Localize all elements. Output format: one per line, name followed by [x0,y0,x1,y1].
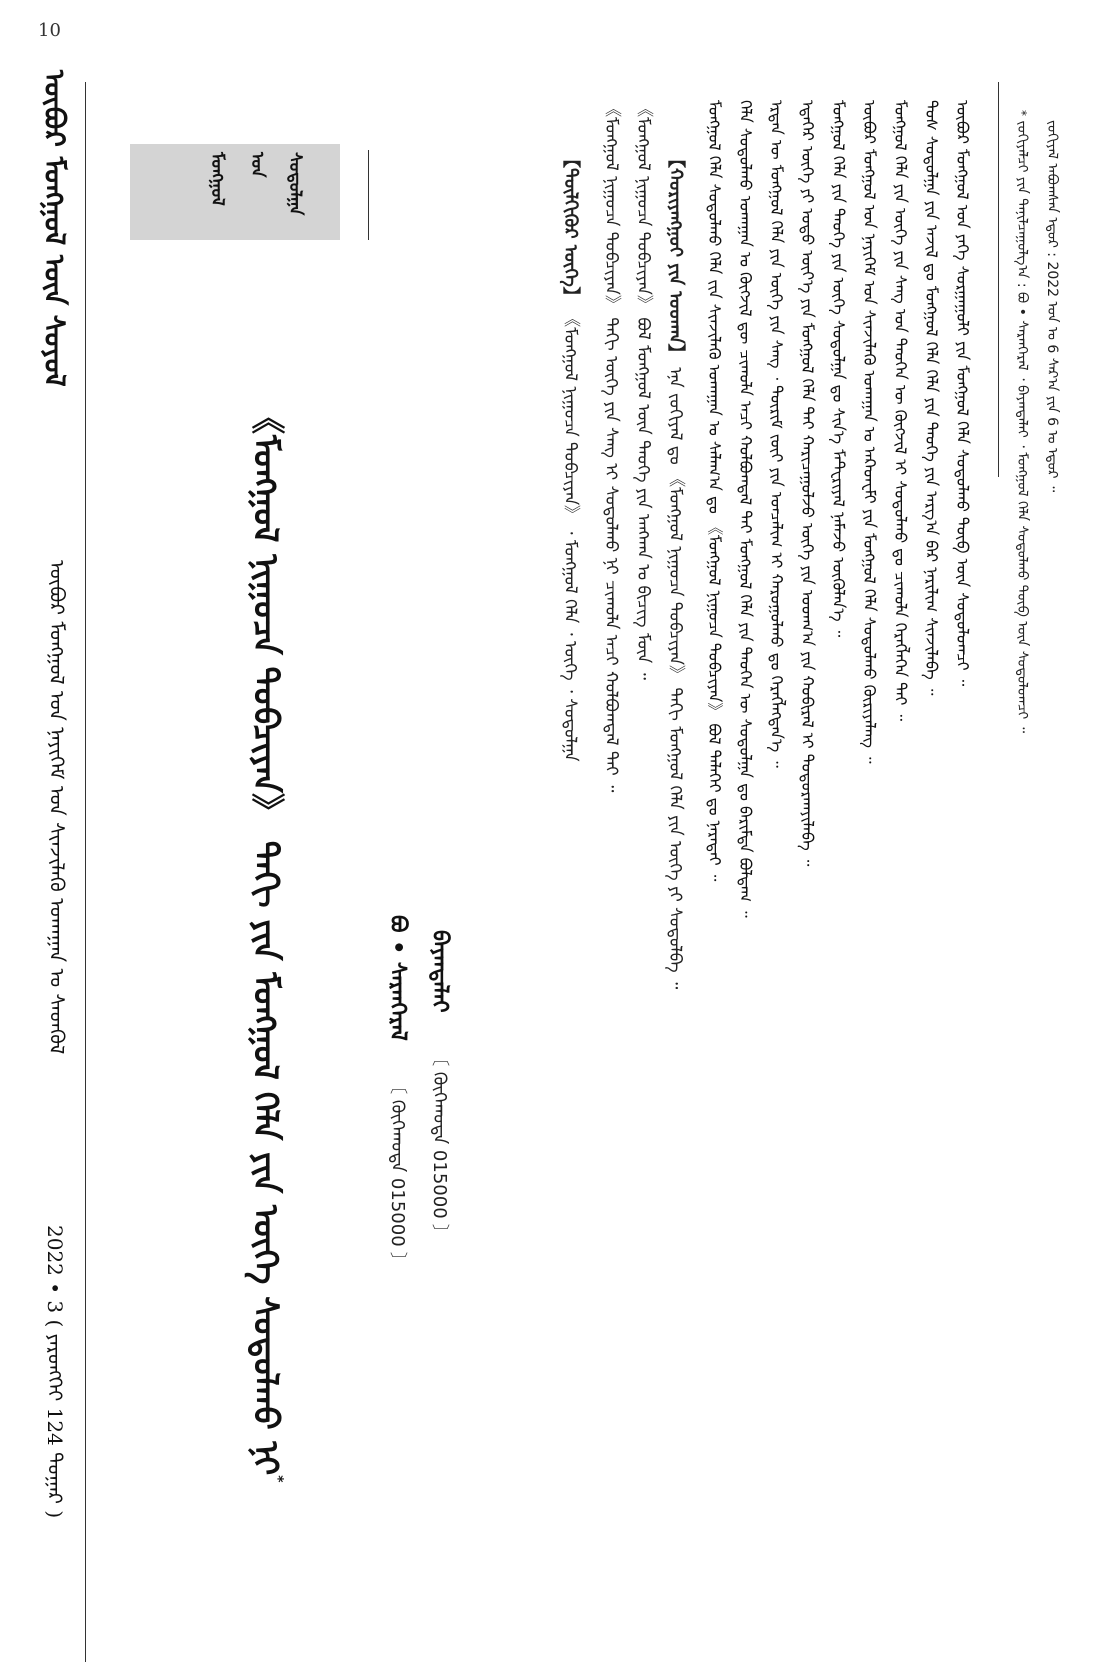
footnote-rule [998,82,999,477]
journal-subtitle: ᠥᠪᠥᠷ ᠮᠣᠩᠭᠣᠯ ᠤᠨ ᠨᠡᠶᠢᠭᠡᠮ ᠤᠨ ᠰᠢᠨᠵᠢᠯᠡᠬᠦ ᠤᠬᠠᠭᠠᠨ ᠤ ᠰᠡᠳᠬᠦᠯ [45,560,69,1055]
body-line-1: ᠮᠣᠩᠭᠣᠯ ᠬᠡᠯᠡ ᠰᠤᠳᠤᠯᠬᠤ ᠬᠡᠯᠡ ᠵᠢᠨ ᠰᠢᠨᠵᠢᠯᠡᠬᠦ ᠤᠬᠠᠭᠠᠨ ᠤ ᠰᠠᠯᠠᠭ᠎ᠠ ᠳᠤ 《ᠮᠣᠩᠭᠣᠯ ᠨᠢᠭᠤᠴᠠ ᠲᠣᠪᠴᠢᠶᠠᠨ》 ᠪᠣᠯ ᠳᠡᠯᠡᠬᠡᠢ ᠳᠤ ᠨᠡᠷᠡᠲᠡᠢ ᠃ [705,100,724,882]
author-2-name: ᠪᠣ • ᠰᠠᠷᠠᠨᠭᠡᠷᠡᠯ [385,915,410,1041]
keywords-text: 《ᠮᠣᠩᠭᠣᠯ ᠨᠢᠭᠤᠴᠠ ᠲᠣᠪᠴᠢᠶᠠᠨ》 ᠂ ᠮᠣᠩᠭᠣᠯ ᠬᠡᠯᠡ ᠂ ᠦᠭᠡ ᠂ ᠰᠤᠳᠤᠯᠭᠠ [560,310,580,762]
abstract-line-3: 《ᠮᠣᠩᠭᠣᠯ ᠨᠢᠭᠤᠴᠠ ᠲᠣᠪᠴᠢᠶᠠᠨ》 ᠳᠡᠬᠢ ᠦᠭᠡ ᠶᠢᠨ ᠰᠠᠩ ᠢ ᠰᠤᠳᠤᠯᠬᠤ ᠨᠢ ᠴᠢᠬᠤᠯᠠ ᠠᠴᠢ ᠬᠣᠯᠪᠣᠭᠳᠠᠯ ᠲᠠᠢ ᠃ [601,100,621,793]
abstract-heading: 【ᠬᠤᠷᠢᠶᠠᠩᠭᠤᠢ ᠶᠢᠨ ᠤᠳᠬᠠ】 [665,150,686,362]
body-line-4: ᠡᠳᠡᠭᠡᠷ ᠦᠭᠡ ᠶᠢ ᠣᠳᠣ ᠦᠶ᠎ᠡ ᠶᠢᠨ ᠮᠣᠩᠭᠣᠯ ᠬᠡᠯᠡ ᠲᠡᠢ ᠬᠠᠷᠢᠴᠠᠭᠤᠯᠵᠤ ᠦᠭᠡ ᠶᠢᠨ ᠤᠳᠬ᠎ᠠ ᠶᠢᠨ ᠬᠤᠪᠢᠷᠠᠯ ᠢ ᠲᠣᠳᠣᠷᠬᠠᠶᠢᠯᠠᠪᠠ ᠃ [798,100,817,867]
author-2-place: 〔 ᠬᠥᠬᠡᠬᠣᠲᠠ 015000 〕 [387,1075,408,1271]
section-box [130,144,340,240]
section-rule [368,150,369,240]
body-line-7: ᠮᠣᠩᠭᠣᠯ ᠬᠡᠯᠡ ᠶᠢᠨ ᠦᠭᠡ ᠶᠢᠨ ᠰᠠᠩ ᠤᠨ ᠲᠡᠦᠬᠡᠨ ᠦ ᠬᠥᠭᠵᠢᠯ ᠢ ᠰᠤᠳᠤᠯᠬᠤ ᠳᠤ ᠴᠢᠬᠤᠯᠠ ᠬᠡᠷᠡᠭᠯᠡᠭᠡᠨ ᠲᠠᠢ ᠃ [891,100,910,722]
author-2 [378,915,416,1270]
abstract-line-2: 《ᠮᠣᠩᠭᠣᠯ ᠨᠢᠭᠤᠴᠠ ᠲᠣᠪᠴᠢᠶᠠᠨ》 ᠪᠣᠯ ᠮᠣᠩᠭᠣᠯ ᠦᠨ ᠲᠡᠦᠬᠡ ᠶᠢᠨ ᠠᠩᠬᠠᠨ ᠤ ᠪᠢᠴᠢᠭ ᠮᠥᠨ ᠃ [633,100,653,680]
footnote-line-2: ᠵᠣᠬᠢᠶᠠᠯ ᠠᠪᠤᠭᠰᠠᠨ ᠡᠳᠦᠷ : 2022 ᠣᠨ ᠤ 6 ᠰᠠᠷ᠎ᠠ ᠶᠢᠨ 6 ᠤ ᠡᠳᠦᠷ ᠃ [1044,120,1060,493]
body-line-6: ᠥᠪᠥᠷ ᠮᠣᠩᠭᠣᠯ ᠤᠨ ᠨᠡᠶᠢᠭᠡᠮ ᠤᠨ ᠰᠢᠨᠵᠢᠯᠡᠬᠦ ᠤᠬᠠᠭᠠᠨ ᠤ ᠠᠺᠠᠳᠸᠮᠢ ᠶᠢᠨ ᠮᠣᠩᠭᠣᠯ ᠬᠡᠯᠡ ᠰᠤᠳᠤᠯᠬᠤ ᠬᠦᠷᠢᠶᠡᠯᠡᠩ ᠃ [860,100,879,764]
article-title-text: 《ᠮᠣᠩᠭᠣᠯ ᠨᠢᠭᠤᠴᠠ ᠲᠣᠪᠴᠢᠶᠠᠨ》 ᠳᠡᠬᠢ ᠶᠢᠨ ᠮᠣᠩᠭᠣᠯ ᠬᠡᠯᠡ ᠶᠢᠨ ᠦᠭᠡ ᠰᠤᠳᠤᠯᠬᠤ ᠨᠢ [245,400,285,1476]
section-label-1: ᠮᠣᠩᠭᠣᠯ [207,152,227,206]
author-1-name: ᠪᠠᠶᠠᠨᠳᠠᠯᠠᠢ [427,930,452,1013]
header-rule [85,82,86,1662]
section-label-3: ᠰᠤᠳᠤᠯᠭᠠ [285,152,305,216]
body-line-3: ᠡᠷᠲᠡᠨ ᠦ ᠮᠣᠩᠭᠣᠯ ᠬᠡᠯᠡ ᠶᠢᠨ ᠦᠭᠡ ᠶᠢᠨ ᠰᠠᠩ ᠂ ᠳᠦᠷᠢᠮ ᠵᠦᠢ ᠶᠢᠨ ᠣᠨᠴᠠᠯᠢᠭ ᠢ ᠬᠠᠷᠤᠭᠤᠯᠬᠤ ᠳᠤ ᠬᠡᠷᠡᠭᠯᠡᠭᠳᠡᠨ᠎ᠡ ᠃ [767,100,786,768]
section-label-2: ᠤᠨ [247,152,267,178]
body-line-5: ᠮᠣᠩᠭᠣᠯ ᠬᠡᠯᠡ ᠶᠢᠨ ᠲᠡᠦᠬᠡ ᠶᠢᠨ ᠦᠭᠡ ᠰᠤᠳᠤᠯᠭᠠ ᠳᠤ ᠰᠢᠨ᠎ᠡ ᠮᠠᠲᠸᠷᠢᠶᠠᠯ ᠨᠡᠮᠡᠵᠦ ᠥᠭᠦᠯᠡᠨ᠎ᠡ ᠃ [829,100,848,638]
body-line-8: ᠲᠤᠰ ᠰᠤᠳᠤᠯᠭᠠ ᠶᠢᠨ ᠠᠵᠢᠯ ᠳᠤ ᠮᠣᠩᠭᠣᠯ ᠬᠡᠯᠡ ᠬᠡᠯᠡ ᠶᠢᠨ ᠲᠡᠦᠬᠡ ᠶᠢᠨ ᠠᠷᠭ᠎ᠠ ᠪᠠᠷ ᠨᠠᠷᠢᠯᠢᠭ ᠰᠢᠨᠵᠢᠯᠡᠪᠡ ᠃ [922,100,941,696]
footnote-line-1 [1010,110,1034,733]
title-footnote-mark: * [269,1475,286,1483]
author-1 [420,930,458,1242]
keywords-heading: 【ᠲᠦᠯᠬᠢᠭᠦᠷ ᠦᠭᠡ】 [560,150,581,305]
page-number: 10 [38,20,61,41]
journal-issue: 2022 • 3 ( ᠶᠡᠷᠦᠩᠬᠡᠢ 124 ᠳᠤᠭᠠᠷ ) [43,1225,67,1519]
article-title [235,400,295,1483]
abstract-line-1 [660,150,691,989]
author-1-place: 〔 ᠬᠥᠬᠡᠬᠣᠲᠠ 015000 〕 [429,1047,450,1243]
journal-name: ᠥᠪᠥᠷ ᠮᠣᠩᠭᠣᠯ ᠦᠨ ᠰᠣᠶᠣᠯ [38,70,71,387]
body-line-2: ᠬᠡᠯᠡ ᠰᠤᠳᠤᠯᠬᠤ ᠤᠬᠠᠭᠠᠨ ᠤ ᠬᠥᠭᠵᠢᠯ ᠳᠦ ᠴᠢᠬᠤᠯᠠ ᠠᠴᠢ ᠬᠣᠯᠪᠣᠭᠳᠠᠯ ᠲᠠᠢ ᠮᠣᠩᠭᠣᠯ ᠬᠡᠯᠡ ᠶᠢᠨ ᠲᠡᠦᠬᠡᠨ ᠦ ᠰᠤᠳᠤᠯᠭᠠ ᠳᠤ ᠪᠠᠷᠢᠮᠲᠠ ᠪᠣᠯᠳᠠᠭ ᠃ [736,100,755,918]
footnote-mark: * [1015,110,1029,116]
footnote-text-1: ᠵᠣᠬᠢᠶᠠᠯᠴᠢ ᠶᠢᠨ ᠲᠠᠨᠢᠯᠴᠠᠭᠤᠯᠭ᠎ᠠ : ᠪᠣ • ᠰᠠᠷᠠᠨᠭᠡᠷᠡᠯ ᠂ ᠪᠠᠶᠠᠨᠳᠠᠯᠠᠢ ᠂ ᠮᠣᠩᠭᠣᠯ ᠬᠡᠯᠡ ᠰᠤᠳᠤᠯᠬᠤ ᠲᠥᠪ ᠦᠨ ᠰᠤᠳᠤᠯᠤᠭᠴᠢ ᠃ [1014,120,1030,733]
body-line-9: ᠥᠪᠥᠷ ᠮᠣᠩᠭᠣᠯ ᠤᠨ ᠶᠡᠬᠡ ᠰᠤᠷᠭᠠᠭᠤᠯᠢ ᠶᠢᠨ ᠮᠣᠩᠭᠣᠯ ᠬᠡᠯᠡ ᠰᠤᠳᠤᠯᠬᠤ ᠲᠥᠪ ᠦᠨ ᠰᠤᠳᠤᠯᠤᠭᠴᠢ ᠃ [953,100,972,687]
keywords [555,150,586,762]
abstract-text-1: ᠡᠨᠡ ᠵᠣᠬᠢᠶᠠᠯ ᠳᠤ 《ᠮᠣᠩᠭᠣᠯ ᠨᠢᠭᠤᠴᠠ ᠲᠣᠪᠴᠢᠶᠠᠨ》 ᠳᠡᠬᠢ ᠮᠣᠩᠭᠣᠯ ᠬᠡᠯᠡ ᠶᠢᠨ ᠦᠭᠡ ᠶᠢ ᠰᠤᠳᠤᠯᠪᠠ ᠃ [665,367,685,990]
